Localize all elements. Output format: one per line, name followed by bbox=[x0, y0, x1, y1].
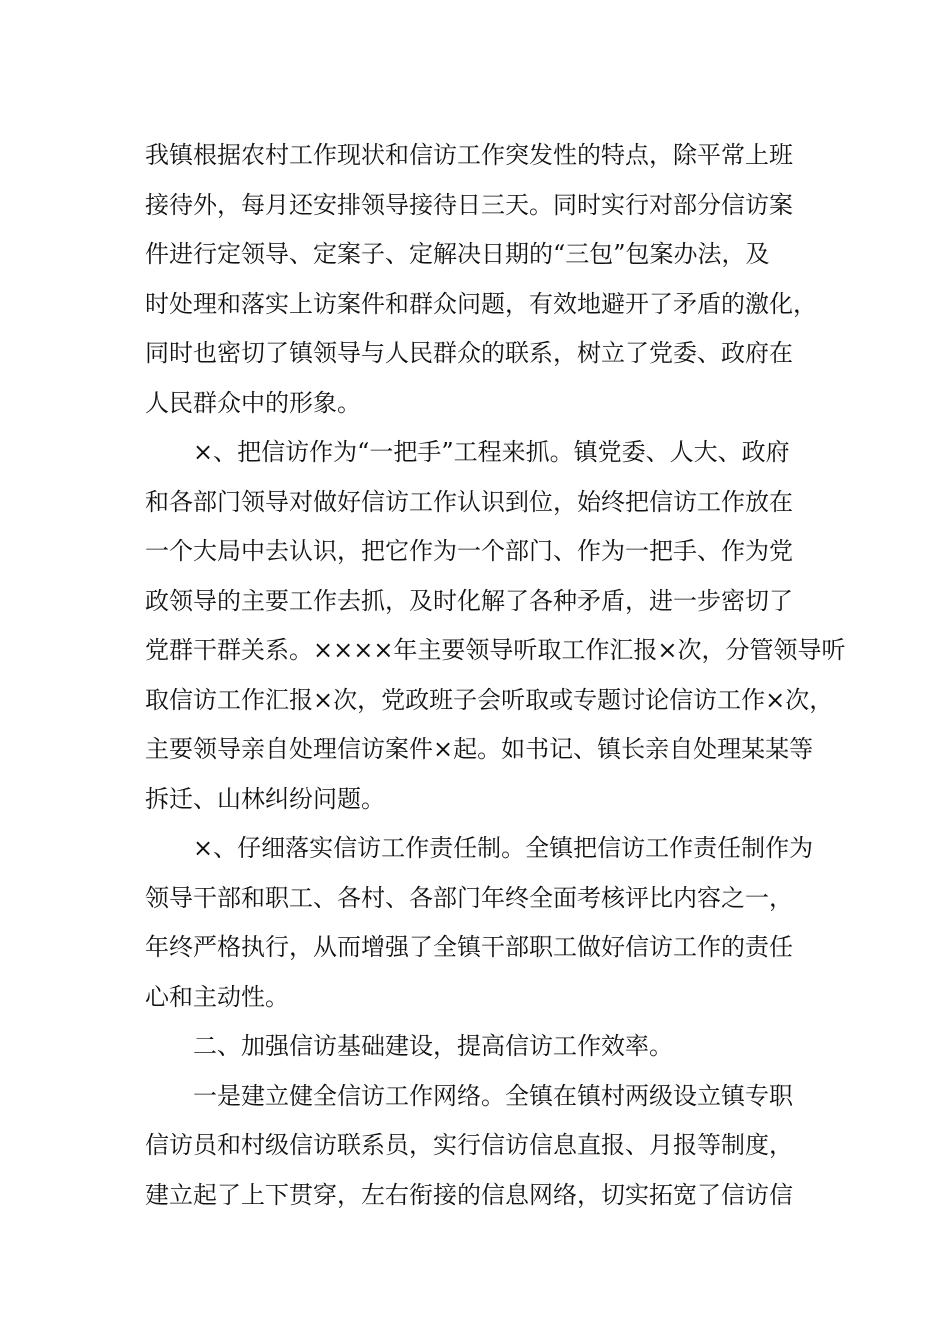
text-line: 我镇根据农村工作现状和信访工作突发性的特点，除平常上班 bbox=[145, 141, 793, 169]
text-line: 政领导的主要工作去抓，及时化解了各种矛盾，进一步密切了 bbox=[145, 586, 793, 615]
body-text bbox=[145, 131, 846, 1220]
text-line: 建立起了上下贯穿，左右衔接的信息网络，切实拓宽了信访信 bbox=[145, 1180, 793, 1209]
text-line: 接待外，每月还安排领导接待日三天。同时实行对部分信访案 bbox=[145, 190, 793, 219]
text-line: 取信访工作汇报×次，党政班子会听取或专题讨论信访工作×次， bbox=[145, 685, 834, 714]
text-line: 心和主动性。 bbox=[145, 982, 289, 1011]
text-line: 年终严格执行，从而增强了全镇干部职工做好信访工作的责任 bbox=[145, 933, 793, 961]
text-line: 件进行定领导、定案子、定解决日期的“三包”包案办法，及 bbox=[145, 240, 770, 268]
text-line: 领导干部和职工、各村、各部门年终全面考核评比内容之一， bbox=[145, 883, 793, 912]
text-line: 同时也密切了镇领导与人民群众的联系，树立了党委、政府在 bbox=[145, 339, 793, 367]
paragraph-start-line: ×、仔细落实信访工作责任制。全镇把信访工作责任制作为 bbox=[193, 834, 814, 862]
section-heading: 二、加强信访基础建设，提高信访工作效率。 bbox=[193, 1032, 673, 1060]
text-line: 时处理和落实上访案件和群众问题，有效地避开了矛盾的激化， bbox=[145, 289, 817, 318]
text-line: 党群干群关系。××××年主要领导听取工作汇报×次，分管领导听 bbox=[145, 636, 846, 664]
text-line: 人民群众中的形象。 bbox=[145, 388, 361, 417]
text-line: 主要领导亲自处理信访案件×起。如书记、镇长亲自处理某某等 bbox=[145, 735, 814, 763]
paragraph-start-line: 一是建立健全信访工作网络。全镇在镇村两级设立镇专职 bbox=[193, 1081, 793, 1110]
paragraph-start-line: ×、把信访作为“一把手”工程来抓。镇党委、人大、政府 bbox=[193, 438, 790, 466]
text-line: 一个大局中去认识，把它作为一个部门、作为一把手、作为党 bbox=[145, 537, 793, 565]
text-line: 拆迁、山林纠纷问题。 bbox=[145, 784, 385, 813]
text-line: 和各部门领导对做好信访工作认识到位，始终把信访工作放在 bbox=[145, 487, 793, 516]
text-line: 信访员和村级信访联系员，实行信访信息直报、月报等制度， bbox=[145, 1131, 793, 1159]
